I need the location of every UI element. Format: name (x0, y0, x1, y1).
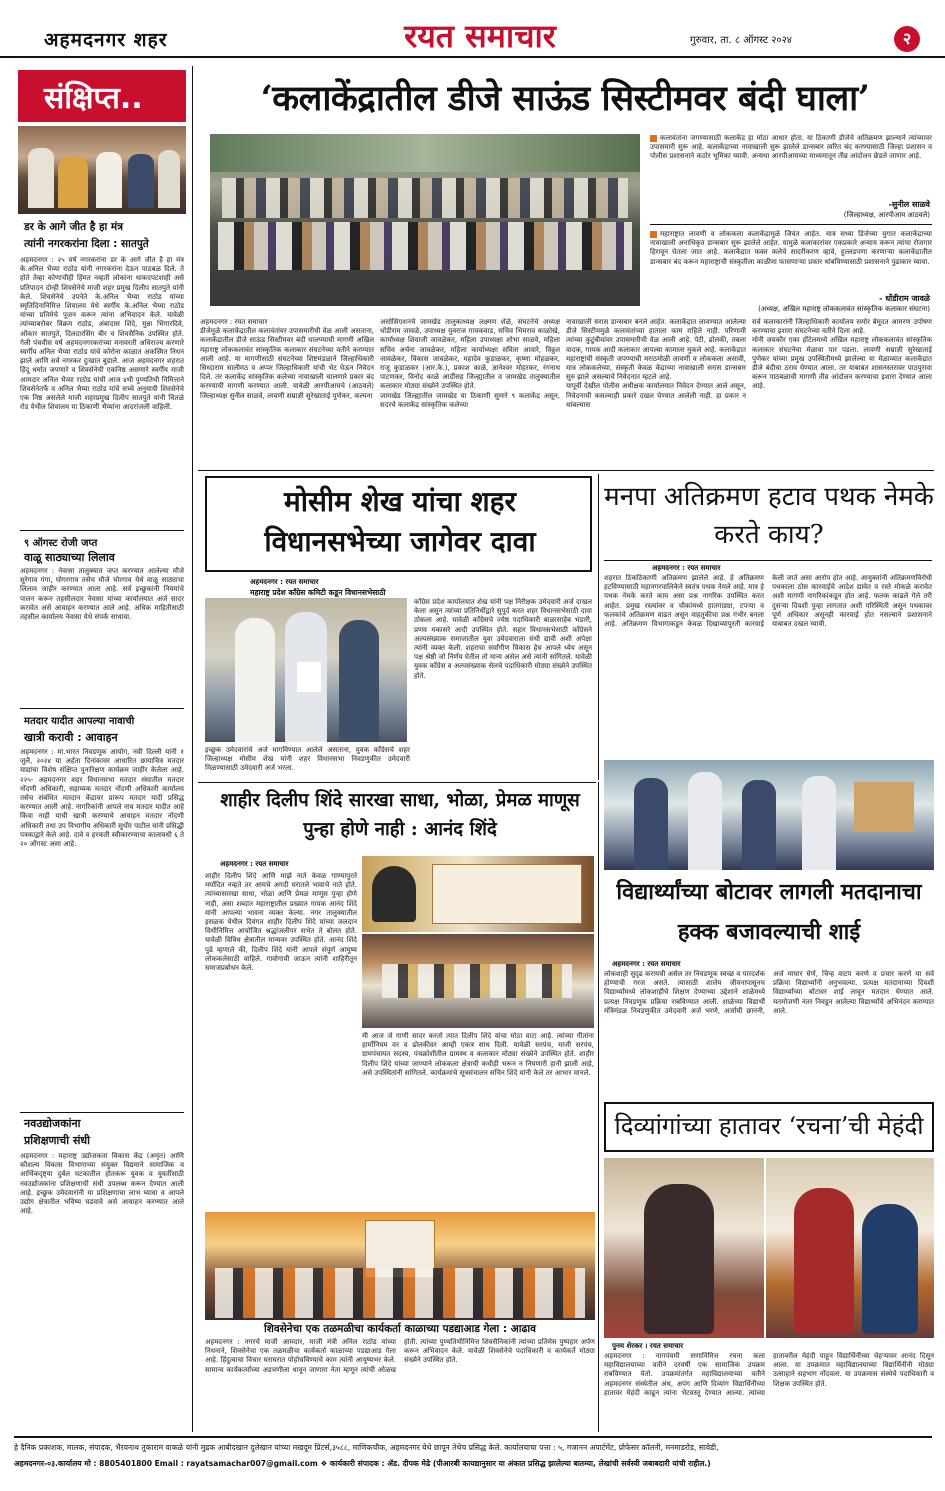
sidebar-divider (192, 66, 193, 1432)
sidebar-item1-sub: त्यांनी नगरकरांना दिला : सातपुते (24, 238, 149, 250)
story3-body (604, 574, 932, 752)
story5-byline: अहमदनगर : रयत समाचार (612, 960, 681, 968)
lead-headline: ‘कलाकेंद्रातील डीजे साऊंड सिस्टीमवर बंदी घाला’ (260, 78, 870, 119)
page-number-text: २ (902, 29, 912, 48)
bullet-square-icon (650, 231, 657, 238)
sidebar-item3-head: मतदार यादीत आपल्या नावाची (24, 716, 135, 727)
lead-quote1-text: कलावंतांना जगण्यासाठी कलाकेंद्र हा मोठा आधार होता. या ठिकाणी डीजेचे अतिक्रमण झाल्याने त्यांच्यावर उपासमारी सुरू आहे. कलाकेंद्राच्या नावाखाली सुरू झालेले डान्सबार त्वरित बंद करण्यासाठी जिल्हा प्रशासन व पोलीस प्रशासनाने कठोर भूमिका घ्यावी. अन्यथा आरपीआयच्या माध्यमातून तीव्र आंदोलन छेडले जाणार आहे. (650, 134, 932, 161)
footer-rule (14, 1436, 932, 1438)
lead-col1: अहमदनगर : रयत समाचार डीजेमुळे कलाकेंद्रातील कलावंतांवर उपासमारीची वेळ आली असताना, कलाकेंद्रातील डीजे साऊंड सिस्टीमवर बंदी घालण्याची मागणी अखिल महाराष्ट्र लोककलावंत सांस्कृतिक कलाकार संघटनेच्या वतीने करण्यात आली आहे. या मागणीसाठी संघटनेच्या शिष्टमंडळाने जिल्हाधिकारी सिध्दाराम सालीमठ व अप्पर जिल्हाधिकारी यांची भेट घेऊन निवेदन दिले. तर कलाकेंद्र सांस्कृतिक कलेच्या नावाखाली चालणारे प्रकार बंद करण्याची मागणी करण्यात आली. यावेळी आरपीआयचे (आठवले) जिल्हाध्यक्ष सुनील साळवे, लावणी सम्राज्ञी सुरेखाताई पुणेकर, कल्पना (200, 318, 374, 400)
lead-quote1 (650, 134, 932, 198)
story7-body (205, 1338, 595, 1430)
story5-body-text: लोकशाही सुदृढ करायची असेल तर निवडणूक स्वच्छ व पारदर्शक होण्याची गरज असते. त्यासाठी शालेय जीवनापासूनच विद्यार्थ्यांमध्ये लोकशाहीचे शिक्षण देण्याच्या उद्देशाने शाळेमध्ये प्रत्यक्ष निवडणूक प्रक्रिया राबविण्यात आली. शाळेच्या विद्यार्थी मंत्रिमंडळ निवडणुकीत उमेदवारी अर्ज भरणे, अर्जांची छाननी, अर्ज माघार घेणे, चिन्ह वाटप करणे व प्रचार करणे या सर्व प्रक्रिया विद्यार्थ्यांनी अनुभवल्या. प्रत्यक्ष मतदानाच्या दिवशी विद्यार्थ्यांच्या बोटावर शाई लावून मतदान घेण्यात आले. मतमोजणी नंतर निवडून आलेल्या विद्यार्थ्यांचे अभिनंदन करण्यात आले. (604, 970, 934, 1015)
sidebar-item2-body: अहमदनगर : नेवासा तालुक्यात जप्त करण्यात आलेल्या मौजे सुरेगाव गंगा, घोगरगाव तसेच मौजे चोरगाव येथे वाळू साठ्याचा लिलाव जाहीर करण्यात आला आहे. सर्व इच्छुकांनी नियमांचे पालन करून तहसीलदार नेवासा यांच्या कार्यालयात अर्ज सादर करावेत असे आवाहन करण्यात आले आहे. अधिक माहितीसाठी तहसील कार्यालय नेवासा येथे संपर्क साधावा. (20, 567, 184, 622)
sidebar-title: संक्षिप्त.. (44, 81, 143, 116)
story7-photo (205, 1212, 595, 1320)
lead-quote2 (650, 230, 932, 290)
masthead (0, 0, 945, 58)
story2-photo (205, 598, 407, 742)
lead-quote1-author: -सुनील साळवे (888, 200, 930, 209)
lead-quote2-text: महाराष्ट्रात लावणी व लोककला कलाकेंद्रामुळे जिवंत आहेत. मात्र सध्या डिजेच्या युगात कलाकेंद्राच्या नावाखाली अनाधिकृत डान्सबार सुरू झालेले आहेत. यामुळे कलाकारांवर एकप्रकारे अन्याय करून त्यांचा रोजगार हिरावून घेतला जात आहे. कलाकेंद्रात फक्त कलेचे सादरीकरण व्हावे, हुल्लडपणा करणाऱ्या कलाकेंद्रातील डान्सबार बंद करून महाराष्ट्राची संस्कृतीला काळीमा फासणाऱ्या प्रकार थांबविण्यासाठी प्रशासनाने पुढाकार घ्यावा. (650, 230, 932, 266)
paper-title: रयत समाचार (404, 17, 556, 55)
story7-body-text: अहमदनगर : नगरचे माजी आमदार, माजी मंत्री अनिल राठोड यांच्या निधनाने, शिवसेनेचा एक तळमळीचा कार्यकर्ता काळाच्या पडद्याआड गेला आहे. हिंदुत्वाचा विचार घराघरात पोहोचविण्याचे काम त्यांनी आयुष्यभर केले. सामान्य कार्यकर्त्यांच्या अडचणीला धावून जाणारा नेता म्हणून त्यांची ओळख होती. त्यांच्या पुण्यतिथीनिमित्त शिवसैनिकांनी त्यांच्या प्रतिमेस पुष्पहार अर्पण करून अभिवादन केले. यावेळी शिवसेनेचे पदाधिकारी व कार्यकर्ते मोठ्या संख्येने उपस्थित होते. (205, 1338, 595, 1374)
story6-byline: पुनम शेरकर । रयत समाचार (612, 1342, 684, 1350)
page-number (894, 26, 920, 52)
story7-headline: शिवसेनेचा एक तळमळीचा कार्यकर्ता काळाच्या पडद्याआड गेला : आढाव (264, 1323, 536, 1335)
story3-byline: अहमदनगर : रयत समाचार (652, 564, 721, 572)
lead-col3: नावाखाली सरास डान्सबार बनले आहेत. कलाकेंद्रात लावण्यात आलेल्या डीजे सिस्टीममुळे कलावंतांच्या हाताला काम राहिले नाही. परिणामी त्यांच्या कुटुंबीयांवर उपासमारीची वेळ आली आहे. पेटी, ढोलकी, तबला वादक, गायक आदी कलाकार आपल्या कामाला मुकले आहे. कलाकेंद्रात महाराष्ट्राची संस्कृती जपण्याची मराठमोळी लावणी व लोककला असावी, मात्र लोककलेच्या, संस्कृती केवळ केंद्राच्या नावाखाली सरास डान्सबार सुरु झाले असल्याचे निवेदनात म्हटले आहे. यापूर्वी देखील पोलीस अधीक्षक कार्यालयात निवेदन देण्यात आले असून, निवेदनाची कसल्याही प्रकारे दखल घेण्यात आलेली नाही. हा प्रकार न थांबल्यास (566, 318, 746, 409)
lead-quote2-role: (अध्यक्ष, अखिल महाराष्ट्र लोककलावंत सांस्कृतिक कलाकार संघटना) (758, 305, 930, 313)
lead-group-photo (210, 134, 640, 306)
sidebar-item2-head: ९ ऑगस्ट रोजी जप्त (24, 538, 98, 549)
story6-headline: दिव्यांगांच्या हातावर ‘रचना’ची मेहंदी (614, 1112, 924, 1140)
lead-quote1-role: (जिल्हाध्यक्ष, आरपीआय आठवले) (843, 211, 930, 219)
sidebar-item4-sub: प्रशिक्षणाची संधी (24, 1134, 90, 1147)
lead-col2: असोसिएशनचे जामखेड तालुकाध्यक्ष लक्ष्मण शेळे, संघटनेचे अध्यक्ष धोंडीराम जावळे, उपाध्यक्ष युवराज गायकवाड, सचिव भिमराव काळोखे, कार्याध्यक्ष शिवाजी जावळेकर, महिला उपाध्यक्षा शोभा साळवे, महिला सचिव अर्चना जावळेकर, महिला कार्याध्यक्षा सविता आवारे, विठ्ठल जावळेकर, विकास जावळेकर, महादेव कुडाळकर, कृष्णा मोहळकर, राजू कुडाळकर (आर.के.), प्रकाश काळे, ज्ञानेश्वर मोहरकर, रंगनाथ पाटणकर, विनोद काळे आदींसह जिल्ह्यातील व जामखेड तालुक्यातील कलाकार मोठ्या संख्येने उपस्थित होते. जामखेड जिल्ह्यातील जामखेड या ठिकाणी सुमारे ९ कलाकेंद्र असून, सदरचे कलाकेंद्र सांस्कृतिक कलेच्या (380, 318, 560, 409)
story6-body-text: अहमदनगर : नागपंचमी सणानिमित्त रचना कला महाविद्यालयाच्या वतीने दरवर्षी एक सामाजिक उपक्रम राबविण्यात येतो. उपक्रमांतर्गत महाविद्यालयाच्या वतीने अहमदनगर संस्थेतील अंध, अपंग आणि दिव्यांग विद्यार्थिनींच्या हातावर मेहंदी काढून त्यांना भेटवस्तू देण्यात आल्या. त्यांच्या हातावरील मेहंदी पाहून विद्यार्थिनींच्या चेहऱ्यावर आनंद दिसून आला. या उपक्रमात महाविद्यालयाच्या विद्यार्थिनींनी मोठ्या उत्साहाने सहभाग नोंदवला. या उपक्रमास संस्थेचे पदाधिकारी व शिक्षक उपस्थित होते. (604, 1352, 934, 1397)
sidebar-item3-body: अहमदनगर : मा.भारत निवडणूक आयोग, नवी दिल्ली यांनी १ जुलै, २०२४ या अर्हता दिनांकावर आधारित छायाचित्र मतदार याद्यांचा विशेष संक्षिप्त पुनःरिक्षण कार्यक्रम जाहीर केलेला आहे. २२५- अहमदनगर शहर विधानसभा मतदार संघातील मतदार नोंदणी अधिकारी, सहाय्यक मतदार नोंदणी अधिकारी कार्यालय तसेच संबंधित मतदान केंद्रावर प्रारूप मतदार यादी प्रसिद्ध करण्यात आली आहे. नागरिकांनी आपले नाव मतदार यादीत आहे किंवा नाही याची खात्री करण्याचे आवाहन मतदार नोंदणी अधिकारी तथा उप विभागीय अधिकारी सुधीर पाटील यांनी प्रसिद्धी पत्रकाद्वारे केले आहे. दावे व हरकती स्वीकारण्याचा कालावधी ६ ते २० ऑगस्ट असा आहे. (20, 748, 184, 849)
story3-headline: मनपा अतिक्रमण हटाव पथक नेमके करते काय? (604, 482, 934, 550)
story6-body (604, 1352, 934, 1432)
story4-headline: शाहीर दिलीप शिंदे सारखा साधा, भोळा, प्रेमळ माणूस पुन्हा होणे नाही : आनंद शिंदे (220, 790, 580, 840)
story5-photo (604, 760, 934, 870)
story4-stage-photo (362, 934, 594, 1028)
story2-body: काँग्रेस प्रदेश कार्यालयात शेख यांनी पक्ष निरीक्षक उमेदवारी अर्ज दाखल केला असून त्यांच्या प्रतिनिधींद्वारे सुपूर्द करत शहर विधानसभेसाठी दावा ठोकला आहे. यावेळी काँग्रेसचे ज्येष्ठ पदाधिकारी बाळासाहेब भंडारी, प्रणव मकासरे आदी उपस्थित होते. सहार विधानसभेसाठी काँग्रेसने अल्पसंख्याक समाजातील युवा उमेदवाराला संधी द्यावी अशी अपेक्षा त्यांनी व्यक्त केली. शहराचा सर्वांगीण विकास हेच आपले ध्येय असून पक्ष श्रेष्ठी जो निर्णय घेतील तो मान्य असेल असे त्यांनी सांगितले. यावेळी युवक काँग्रेस व अल्पसंख्याक सेलचे पदाधिकारी मोठ्या संख्येने उपस्थित होते. (414, 598, 592, 680)
footer-line1: हे दैनिक प्रकाशक, मालक, संपादक, भैरवनाथ तुकाराम वाकळे यांनी मुद्रक आबीदखान दुलेखान यांच्या मखदूम प्रिंटर्स,३५८८, माणिकचौक, अहमदनगर येथे छापून तेथेच प्रसिद्ध केले. कार्यालयाचा पत्ता : ५, गजानन अपार्टमेंट, प्रोफेसर कॉलनी, मनमाडरोड, सावेडी, (14, 1443, 719, 1452)
sidebar-item3-sub: खात्री करावी : आवाहन (24, 731, 118, 744)
sidebar-item4-body: अहमदनगर : महाराष्ट्र उद्योजकता विकास केंद्र (अमृत) आणि कौशल्य विकास विभागाच्या संयुक्त विद्यमाने सामाजिक व आर्थिकदृष्ट्या दुर्बल घटकातील होतकरू युवक व युवतींसाठी नवउद्योजकांना प्रशिक्षणाची संधी उपलब्ध करून देण्यात आली आहे. इच्छुक उमेदवारांनी या प्रशिक्षणाचा लाभ घ्यावा व आपले उद्योग क्षेत्रातील भविष्य घडवावे असे आवाहन करण्यात आले आहे. (20, 1152, 184, 1216)
lead-quote2-author: - धोंडीराम जावळे (879, 294, 930, 303)
sidebar-item2-sub: वाळू साठ्याच्या लिलाव (24, 551, 115, 564)
story2-lede: महाराष्ट्र प्रदेश काँग्रेस कमिटी कडून विधानसभेसाठी (250, 588, 386, 597)
story6-photo-right (766, 1158, 934, 1338)
section-name: अहमदनगर शहर (44, 29, 168, 51)
story2-headline: मोसीम शेख यांचा शहर विधानसभेच्या जागेवर दावा (264, 485, 536, 558)
story4-body2: मी आज जे गाणी सादर करतो त्यात दिलीप शिंदे यांचा मोठा वाटा आहे. त्यांच्या गीतांना हार्मोनियम वर व ढोलकीवर आम्ही एकत्र साथ दिली. यावेळी सरपंच, माजी सरपंच, ग्रामपंचायत सदस्य, पंचक्रोशीतील ग्रामस्थ व कलाकार मोठ्या संख्येने उपस्थित होते. शाहीर दिलीप शिंदे यांच्या जाण्याने लोककला क्षेत्राची कधीही भरून न निघणारी हानी झाली आहे, असे उपस्थितांनी सांगितले. कार्यक्रमाचे सूत्रसंचालन सचिन शिंदे यांनी केले तर आभार मानले. (362, 1032, 594, 1077)
sidebar-title-bar (18, 70, 186, 122)
story2-caption: इच्छुक उमेदवारांचे अर्ज मागविण्यात आलेले असताना, युवक काँग्रेसचे शहर जिल्हाध्यक्ष मोसीम शेख यांनी शहर विधानसभा निवडणुकीत उमेदवारी मिळण्यासाठी उमेदवारी अर्ज भरला. (205, 746, 410, 773)
bullet-square-icon (650, 135, 657, 142)
sidebar-photo (18, 126, 186, 214)
footer-line2: अहमदनगर-०३.कार्यालय मो : 8805401800 Email : rayatsamachar007@gmail.com ❖ कार्यकारी संपादक : ॲड. दीपक मेढे (पीआरबी कायद्यानुसार या अंकात प्रसिद्ध झालेल्या बातम्या, लेखांची सर्वस्वी जबाबदारी यांची राहील.) (14, 1459, 711, 1468)
story4-body1: शाहीर दिलीप शिंदे आणि माझे नाते केवळ गाण्यापुरते मर्यादित नव्हते तर आमचे अगदी घरातले भावाचे नाते होते. त्यांच्यासारखा साधा, भोळा आणि प्रेमळ माणूस पुन्हा होणे नाही, असा शब्दात महाराष्ट्रातील प्रख्यात गायक आनंद शिंदे यांनी आपल्या भावना व्यक्त केल्या. नगर तालुक्यातील इसळक येथील दिवंगत शाहीर दिलीप शिंदे यांच्या जलदान विधीनिमित्त आयोजित श्रद्धांजलीपर सभेत ते बोलत होते. यावेळी विविध क्षेत्रातील मान्यवर उपस्थित होते. आनंद शिंदे पुढे म्हणाले की, दिलीप शिंदे यांनी आपले संपूर्ण आयुष्य लोककलेसाठी वाहिले. गावोगावी जाऊन त्यांनी शाहिरीतून समाजप्रबोधन केले. (205, 872, 357, 973)
story2-byline: अहमदनगर : रयत समाचार (250, 578, 319, 586)
story5-body (604, 970, 934, 1096)
lead-bottom-rule (198, 470, 934, 471)
story4-banner-photo (362, 856, 594, 932)
story6-photo-left (604, 1158, 764, 1338)
story3-body-text: शहरात ठिकठिकाणी अतिक्रमण झालेले आहे. हे अतिक्रमण हटविण्यासाठी महानगरपालिकेने स्वतंत्र पथक नेमले आहे. मात्र हे पथक नेमके करते काय असा प्रश्न नागरिक उपस्थित करत आहेत. प्रमुख रस्त्यांवर व चौकांमध्ये हातगाड्या, टपऱ्या व फलकांचे अतिक्रमण वाढत असून वाहतुकीचा प्रश्न गंभीर बनला आहे. अतिक्रमण विभागाकडून केवळ दिखाव्यापुरती कारवाई केली जाते असा आरोप होत आहे. आयुक्तांनी अतिक्रमणविरोधी पथकाला ठोस कारवाईचे आदेश द्यावेत व रस्ते मोकळे करावेत अशी मागणी नागरिकांकडून होत आहे. फलक काढले गेले तरी दुसऱ्या दिवशी पुन्हा लागतात अशी परिस्थिती असून पथकावर पूर्ण अधिकार असूनही कारवाई होत नसल्याने प्रशासनाने याबाबत दखल घ्यावी. (604, 574, 932, 629)
sidebar-item1-body: अहमदनगर : २५ वर्ष नगरकरांना डर के आगे जीत है हा मंत्र के.अनिल भैय्या राठोड यांनी नगरकरांना देऊन पाठबळ दिले. ते होते तेव्हा कोणाचीही हिंमत नव्हती लोकांना धाकदपटशाही असे प्रतिपादन दोन्ही शिवसेनेचे माजी शहर प्रमुख दिलीप सातपुते यांनी केले. शिवसेनेचे उपनेते के.अनिल भैय्या राठोड यांच्या स्मृतिदिनानिमित्त शिवालय येथे स्वर्गीय के.अनिल भैय्या राठोड यांच्या प्रतिमेचे पूजन करून त्यांना अभिवादन केले. यावेळी त्यांच्याबरोबर विक्रम राठोड, अंबादास शिंदे, मुन्ना भिंगारदिवे, ओंकार सातपुते, दिलदारसिंग बीर व शिवसैनिक उपस्थित होते. गेली पंचवीस वर्ष अहमदनगरकरांच्या मनावरती अधिराज्य करणारे स्वर्गीय अनिल भैय्या राठोड यांचे कोरोना काळात अकस्मित निधन झाले आणि सर्व नगरकर दुःखात बुडाले. आज अहमदनगर शहरात हिंदू धर्मात जपणारे व शिवसेनेची एकनिष्ठ असणारे स्वर्गीय माजी आमदार अनिल भैय्या राठोड यांची आज ४थी पुण्यतिथी निमित्ताने शिवसेनेतर्फे व अनिल भैय्या राठोड यांचे सच्चे अनुयायी शिवसेनेचे एक निष्ठ असलेले माजी शहरप्रमुख दिलीप सातपुते यांनी चितळे रोड येथील शिवालय या ठिकाणी भैय्यांना आदरांजली वाहिली. (20, 256, 184, 412)
story5-headline: विद्यार्थ्यांच्या बोटावर लागली मतदानाचा हक्क बजावल्याची शाई (616, 879, 922, 945)
sidebar-item1-head: डर के आगे जीत है हा मंत्र (24, 221, 123, 233)
sidebar-item4-head: नवउद्योजकांना (24, 1117, 81, 1130)
story4-byline: अहमदनगर : रयत समाचार (220, 860, 289, 868)
lead-col4: सर्व कलाकारांनी जिल्हाधिकारी कार्यालय समोर बेमुदत आमरण उपोषण करण्याचा इशारा संघटनेच्या वतीने दिला आहे. मोनी जयकौर एका हॉटेलमध्ये अखिल महाराष्ट्र लोककलावंत सांस्कृतिक कलाकार संघटनेचा मेळावा पार पडला. लावणी सम्राज्ञी सुरेखाताई पुणेकर यांच्या प्रमुख उपस्थितीमध्ये झालेल्या या मेळाव्यात कलाकेंद्रात डीजे बंदीचा ठराव घेण्यात आला. तर याबाबत शासनस्तरावर पाठपुरावा करून पाठबळाची मागणी तीव्र आंदोलन करण्याचा इशारा देण्यात आला आहे. (752, 318, 932, 391)
issue-date: गुरुवार, ता. ८ ऑगस्ट २०२४ (690, 35, 793, 46)
